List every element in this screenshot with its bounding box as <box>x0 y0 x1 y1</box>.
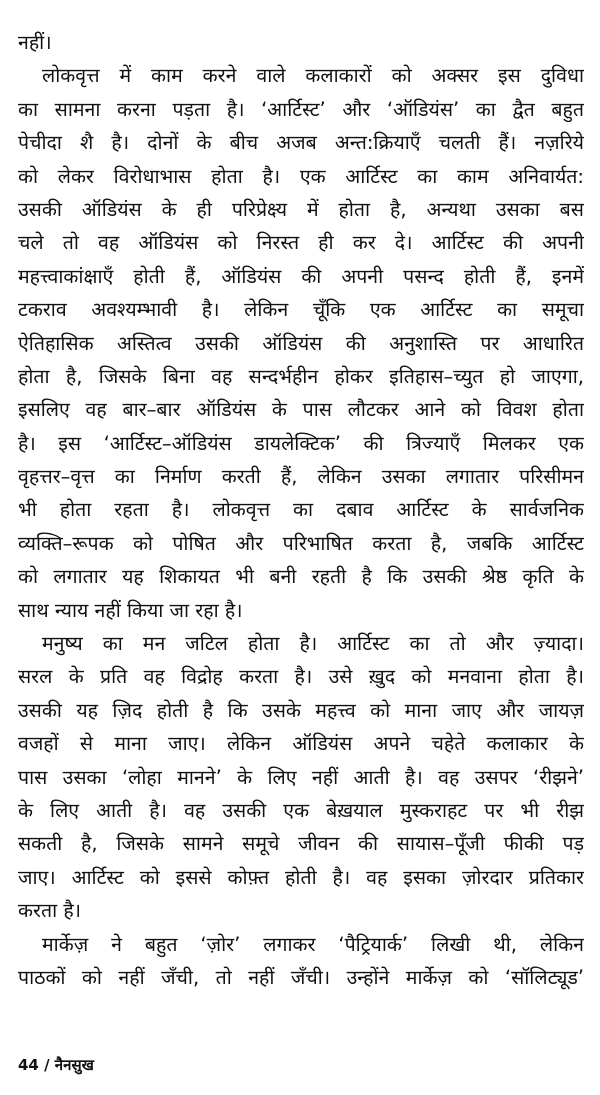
text-line: उसकी ऑडियंस के ही परिप्रेक्ष्य में होता है, अन्यथा उसका बस <box>18 197 584 221</box>
text-line: लोकवृत्त में काम करने वाले कलाकारों को अक्सर इस दुविधा <box>42 64 584 88</box>
text-line: साथ न्याय नहीं किया जा रहा है। <box>18 598 243 622</box>
text-line: वजहों से माना जाए। लेकिन ऑडियंस अपने चहेते कलाकार के <box>18 732 584 756</box>
text-line: है। इस ‘आर्टिस्ट–ऑडियंस डायलेक्टिक’ की त्रिज्याएँ मिलकर एक <box>18 431 584 455</box>
text-line: पेचीदा शै है। दोनों के बीच अजब अन्त:क्रियाएँ चलती हैं। नज़रिये <box>18 131 584 155</box>
text-line: पास उसका ‘लोहा मानने’ के लिए नहीं आती है। वह उसपर ‘रीझने’ <box>18 765 584 789</box>
text-line: होता है, जिसके बिना वह सन्दर्भहीन होकर इतिहास–च्युत हो जाएगा, <box>18 364 584 388</box>
text-line: महत्त्वाकांक्षाएँ होती हैं, ऑडियंस की अपनी पसन्द होती हैं, इनमें <box>18 264 584 288</box>
text-line: इसलिए वह बार–बार ऑडियंस के पास लौटकर आने को विवश होता <box>18 398 584 422</box>
text-line: को लगातार यह शिकायत भी बनी रहती है कि उसकी श्रेष्ठ कृति के <box>18 565 584 589</box>
page-footer: 44 / नैनसुख <box>18 1056 94 1074</box>
text-line: करता है। <box>18 899 82 923</box>
text-line: के लिए आती है। वह उसकी एक बेख़याल मुस्कराहट पर भी रीझ <box>18 798 584 822</box>
body-text <box>18 26 584 994</box>
text-line: व्यक्ति–रूपक को पोषित और परिभाषित करता है, जबकि आर्टिस्ट <box>18 531 584 555</box>
text-line: टकराव अवश्यम्भावी है। लेकिन चूँकि एक आर्टिस्ट का समूचा <box>18 298 584 322</box>
text-line: को लेकर विरोधाभास होता है। एक आर्टिस्ट का काम अनिवार्यत: <box>18 164 584 188</box>
text-line: चले तो वह ऑडियंस को निरस्त ही कर दे। आर्टिस्ट की अपनी <box>18 231 584 255</box>
text-line: सरल के प्रति वह विद्रोह करता है। उसे ख़ुद को मनवाना होता है। <box>18 665 584 689</box>
text-line: सकती है, जिसके सामने समूचे जीवन की सायास–पूँजी फीकी पड़ <box>18 832 584 856</box>
text-line: जाए। आर्टिस्ट को इससे कोफ़्त होती है। वह इसका ज़ोरदार प्रतिकार <box>18 865 584 889</box>
text-line: मनुष्य का मन जटिल होता है। आर्टिस्ट का तो और ज़्यादा। <box>42 632 584 656</box>
text-line: का सामना करना पड़ता है। ‘आर्टिस्ट’ और ‘ऑडियंस’ का द्वैत बहुत <box>18 97 584 121</box>
text-line: पाठकों को नहीं जँची, तो नहीं जँची। उन्होंने मार्केज़ को ‘सॉलिट्यूड’ <box>18 965 584 989</box>
text-line: उसकी यह ज़िद होती है कि उसके महत्त्व को माना जाए और जायज़ <box>18 698 584 722</box>
text-line: भी होता रहता है। लोकवृत्त का दबाव आर्टिस्ट के सार्वजनिक <box>18 498 584 522</box>
text-line: वृहत्तर–वृत्त का निर्माण करती हैं, लेकिन उसका लगातार परिसीमन <box>18 465 584 489</box>
text-line: मार्केज़ ने बहुत ‘ज़ोर’ लगाकर ‘पैट्रियार्क’ लिखी थी, लेकिन <box>42 932 584 956</box>
text-line: ऐतिहासिक अस्तित्व उसकी ऑडियंस की अनुशास्ति पर आधारित <box>18 331 584 355</box>
text-line: नहीं। <box>18 31 52 54</box>
